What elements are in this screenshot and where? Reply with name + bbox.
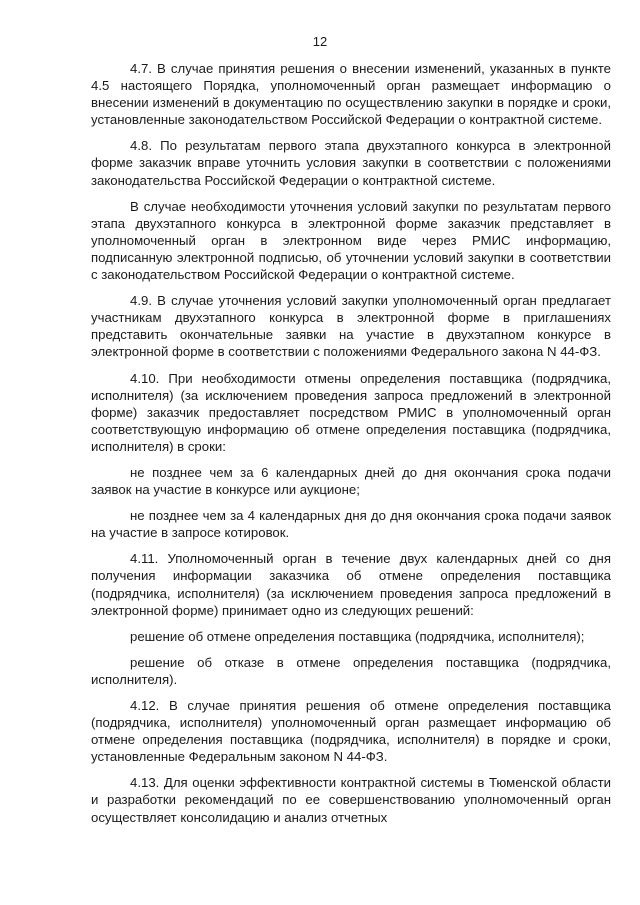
paragraph-4-8-clarification: В случае необходимости уточнения условий закупки по результатам первого этапа двухэтапного конкурса в электронной форме заказчик представляет в уполномоченный орган в электронном виде через РМИС информацию, подписанную электронной подписью, об уточнении условий закупки в соответствии с законодательством Российской Федерации о контрактной системе.	[91, 198, 611, 283]
paragraph-4-7: 4.7. В случае принятия решения о внесении изменений, указанных в пункте 4.5 настоящего Порядка, уполномоченный орган размещает информацию о внесении изменений в документацию по осуществлению закупки в порядке и сроки, установленные законодательством Российской Федерации о контрактной системе.	[91, 61, 611, 128]
paragraph-4-11-decision-2: решение об отказе в отмене определения поставщика (подрядчика, исполнителя).	[91, 654, 611, 687]
paragraph-4-11: 4.11. Уполномоченный орган в течение двух календарных дней со дня получения информации заказчика об отмене определения поставщика (подрядчика, исполнителя) (за исключением проведения запроса предложений в электронной форме) принимает одно из следующих решений:	[91, 551, 611, 618]
paragraph-4-8: 4.8. По результатам первого этапа двухэтапного конкурса в электронной форме заказчик вправе уточнить условия закупки в соответствии с положениями законодательства Российской Федерации о контрактной системе.	[91, 138, 611, 188]
paragraph-4-12: 4.12. В случае принятия решения об отмене определения поставщика (подрядчика, исполнителя) уполномоченный орган размещает информацию об отмене определения поставщика (подрядчика, исполнителя) в порядке и сроки, установленные Федеральным законом N 44-ФЗ.	[91, 698, 611, 765]
paragraph-4-9: 4.9. В случае уточнения условий закупки уполномоченный орган предлагает участникам двухэтапного конкурса в электронной форме в приглашениях представить окончательные заявки на участие в двухэтапном конкурсе в электронной форме в соответствии с положениями Федерального закона N 44-ФЗ.	[91, 293, 611, 360]
paragraph-4-11-decision-1: решение об отмене определения поставщика (подрядчика, исполнителя);	[130, 628, 585, 644]
page-number: 12	[312, 34, 328, 49]
paragraph-4-10: 4.10. При необходимости отмены определения поставщика (подрядчика, исполнителя) (за исключением проведения запроса предложений в электронной форме) заказчик предоставляет посредством РМИС в уполномоченный орган соответствующую информацию об отмене определения поставщика (подрядчика, исполнителя) в сроки:	[91, 370, 611, 454]
paragraph-4-10-deadline-1: не позднее чем за 6 календарных дней до дня окончания срока подачи заявок на участие в конкурсе или аукционе;	[91, 464, 611, 498]
paragraph-4-10-deadline-2: не позднее чем за 4 календарных дня до дня окончания срока подачи заявок на участие в запросе котировок.	[91, 508, 611, 541]
paragraph-4-13: 4.13. Для оценки эффективности контрактной системы в Тюменской области и разработки рекомендаций по ее совершенствованию уполномоченный орган осуществляет консолидацию и анализ отчетных	[91, 775, 611, 825]
document-body	[91, 60, 611, 835]
